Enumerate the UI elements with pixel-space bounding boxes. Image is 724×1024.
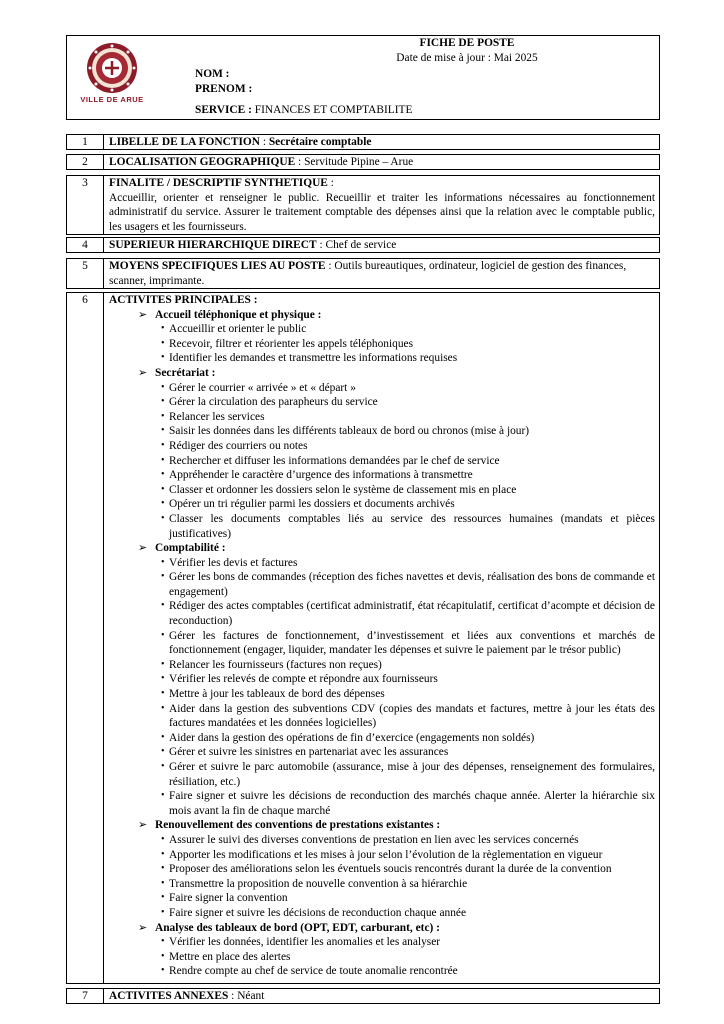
activity-item-text: Classer les documents comptables liés au service des ressources humaines (mandats et pièces justificatives)	[169, 512, 655, 540]
activity-item	[109, 950, 655, 965]
activity-item-text: Identifier les demandes et transmettre les informations requises	[169, 352, 458, 365]
service-line: SERVICE : FINANCES ET COMPTABILITE	[195, 104, 413, 116]
activity-section	[109, 818, 655, 833]
row-activites-principales	[66, 292, 660, 984]
row-label: MOYENS SPECIFIQUES LIES AU POSTE	[109, 260, 326, 272]
activity-item	[109, 891, 655, 906]
row-value: Secrétaire comptable	[268, 136, 372, 148]
bullet-icon: •	[161, 863, 165, 875]
row-number: 7	[67, 989, 104, 1003]
bullet-icon: •	[161, 761, 165, 772]
activity-item	[109, 629, 655, 658]
activity-item	[109, 906, 655, 921]
activity-section-title: Comptabilité :	[155, 542, 226, 555]
bullet-icon: •	[161, 688, 165, 700]
activity-item	[109, 410, 655, 425]
activity-item	[109, 322, 655, 337]
activity-section-title: Accueil téléphonique et physique :	[155, 308, 322, 321]
activity-section	[109, 308, 655, 323]
row-label: LOCALISATION GEOGRAPHIQUE	[109, 156, 296, 168]
arrow-bullet-icon: ➢	[138, 819, 148, 832]
bullet-icon: •	[161, 439, 165, 451]
activity-item-text: Vérifier les devis et factures	[169, 556, 298, 569]
activity-item-text: Aider dans la gestion des subventions CDV (copies des mandats et factures, mettre à jour les états des factures mandatées et les données logicielles)	[169, 702, 655, 730]
activity-item	[109, 454, 655, 469]
row-label: SUPERIEUR HIERARCHIQUE DIRECT	[109, 239, 317, 251]
row-label: ACTIVITES ANNEXES	[109, 990, 229, 1002]
row-label: ACTIVITES PRINCIPALES :	[109, 294, 258, 306]
activity-item-text: Mettre en place des alertes	[169, 950, 291, 963]
activity-item-text: Faire signer et suivre les décisions de reconduction des marchés chaque année. Alerter la hiérarchie six mois avant la fin de chaque marché	[169, 790, 655, 817]
activity-item	[109, 862, 655, 877]
activity-item-text: Saisir les données dans les différents tableaux de bord ou chronos (mise à jour)	[169, 425, 530, 438]
bullet-icon: •	[161, 746, 165, 758]
header-box	[66, 35, 660, 120]
bullet-icon: •	[161, 702, 165, 714]
activity-item-text: Gérer les factures de fonctionnement, d’investissement et liées aux conventions et marchés de fonctionnement (engager, liquider, mandater les dépenses et suivre le paiement par le trésor public)	[169, 629, 655, 657]
activity-item	[109, 381, 655, 396]
row-number: 5	[67, 259, 104, 288]
bullet-icon: •	[161, 337, 165, 349]
row-number: 2	[67, 155, 104, 169]
activity-item	[109, 687, 655, 702]
activity-item-text: Gérer et suivre le parc automobile (assurance, mise à jour des dépenses, renseignement des formulaires, résiliation, etc.)	[169, 761, 655, 788]
activity-item	[109, 512, 655, 541]
row-label: FINALITE / DESCRIPTIF SYNTHETIQUE	[109, 177, 328, 189]
bullet-icon: •	[161, 454, 165, 466]
row-value: Accueillir, orienter et renseigner le public. Recueillir et traiter les informations nécessaires au fonctionnement administratif du service. Assurer le traitement comptable des dépenses ainsi que la relation avec le comptable public, les usagers et les fournisseurs.	[109, 191, 655, 233]
bullet-icon: •	[161, 483, 165, 495]
row-localisation: 2 LOCALISATION GEOGRAPHIQUE : Servitude Pipine – Arue	[66, 154, 660, 170]
row-number: 1	[67, 135, 104, 149]
activity-item	[109, 570, 655, 599]
activity-item	[109, 483, 655, 498]
activity-item	[109, 556, 655, 571]
nom-label: NOM :	[195, 68, 230, 80]
activity-item-text: Opérer un tri régulier parmi les dossiers et documents archivés	[169, 498, 455, 511]
activity-item	[109, 351, 655, 366]
row-number: 6	[67, 293, 104, 983]
document-title: FICHE DE POSTE	[419, 37, 515, 49]
row-libelle-fonction: 1 LIBELLE DE LA FONCTION : Secrétaire comptable	[66, 134, 660, 150]
bullet-icon: •	[161, 790, 165, 802]
bullet-icon: •	[161, 410, 165, 422]
row-number: 3	[67, 176, 104, 234]
bullet-icon: •	[161, 877, 165, 889]
activity-section	[109, 541, 655, 556]
activity-item-text: Relancer les fournisseurs (factures non reçues)	[169, 658, 382, 671]
bullet-icon: •	[161, 469, 165, 481]
bullet-icon: •	[161, 600, 165, 612]
activity-item	[109, 833, 655, 848]
row-activites-annexes: 7 ACTIVITES ANNEXES : Néant	[66, 988, 660, 1004]
activity-section-title: Analyse des tableaux de bord (OPT, EDT, carburant, etc) :	[155, 921, 440, 934]
activity-item	[109, 702, 655, 731]
bullet-icon: •	[161, 906, 165, 918]
row-value: Chef de service	[325, 239, 397, 251]
prenom-label: PRENOM :	[195, 83, 253, 95]
arrow-bullet-icon: ➢	[138, 921, 148, 934]
activity-item	[109, 789, 655, 818]
bullet-icon: •	[161, 673, 165, 685]
activity-item-text: Vérifier les relevés de compte et répondre aux fournisseurs	[169, 673, 438, 686]
activity-item	[109, 424, 655, 439]
activity-item-text: Faire signer et suivre les décisions de reconduction chaque année	[169, 906, 466, 919]
activity-item-text: Rendre compte au chef de service de toute anomalie rencontrée	[169, 965, 458, 978]
activity-item-text: Recevoir, filtrer et réorienter les appels téléphoniques	[169, 337, 414, 350]
bullet-icon: •	[161, 965, 165, 977]
bullet-icon: •	[161, 396, 165, 408]
row-value: Néant	[237, 990, 265, 1002]
activity-item-text: Appréhender le caractère d’urgence des informations à transmettre	[169, 469, 473, 482]
arrow-bullet-icon: ➢	[138, 308, 148, 321]
activity-item-text: Gérer les bons de commandes (réception des fiches navettes et devis, réalisation des bons de commande et engagement)	[169, 571, 655, 598]
row-value: Servitude Pipine – Arue	[304, 156, 414, 168]
bullet-icon: •	[161, 571, 165, 583]
row-superieur: 4 SUPERIEUR HIERARCHIQUE DIRECT : Chef de service	[66, 237, 660, 253]
activity-item-text: Rédiger des actes comptables (certificat administratif, état récapitulatif, certificat d’acompte et décision de reconduction)	[169, 600, 655, 628]
activity-item	[109, 468, 655, 483]
row-label: LIBELLE DE LA FONCTION	[109, 136, 260, 148]
activity-item	[109, 745, 655, 760]
bullet-icon: •	[161, 833, 165, 845]
bullet-icon: •	[161, 848, 165, 860]
bullet-icon: •	[161, 658, 165, 670]
bullet-icon: •	[161, 892, 165, 904]
activity-item-text: Faire signer la convention	[169, 892, 288, 905]
activity-item-text: Gérer le courrier « arrivée » et « départ »	[169, 381, 356, 394]
activity-item-text: Gérer et suivre les sinistres en partenariat avec les assurances	[169, 746, 449, 759]
activity-item-text: Vérifier les données, identifier les anomalies et les analyser	[169, 936, 441, 949]
activity-item-text: Aider dans la gestion des opérations de fin d’exercice (engagements non soldés)	[169, 731, 535, 744]
activity-section-title: Renouvellement des conventions de prestations existantes :	[155, 819, 441, 832]
row-number: 4	[67, 238, 104, 252]
activities-list	[109, 308, 655, 979]
activity-item-text: Accueillir et orienter le public	[169, 323, 307, 336]
activity-item	[109, 848, 655, 863]
bullet-icon: •	[161, 731, 165, 743]
activity-item	[109, 935, 655, 950]
activity-item	[109, 337, 655, 352]
activity-item-text: Classer et ordonner les dossiers selon le système de classement mis en place	[169, 483, 517, 496]
activity-item	[109, 731, 655, 746]
activity-item	[109, 599, 655, 628]
activity-section	[109, 366, 655, 381]
activity-section	[109, 921, 655, 936]
bullet-icon: •	[161, 629, 165, 641]
activity-item	[109, 760, 655, 789]
activity-item	[109, 497, 655, 512]
activity-item	[109, 877, 655, 892]
row-finalite: 3 FINALITE / DESCRIPTIF SYNTHETIQUE : Accueillir, orienter et renseigner le public. Recueillir et traiter les informations nécessaires au fonctionnement administratif du service. Assurer le traitement comptable des dépenses ainsi que la relation avec le comptable public, les usagers et les fournisseurs.	[66, 175, 660, 235]
activity-section-title: Secrétariat :	[155, 366, 216, 379]
activity-item-text: Assurer le suivi des diverses conventions de prestation en lien avec les services concernés	[169, 833, 579, 846]
logo-text: VILLE DE ARUE	[80, 95, 144, 104]
bullet-icon: •	[161, 323, 165, 335]
activity-item-text: Mettre à jour les tableaux de bord des dépenses	[169, 688, 385, 701]
bullet-icon: •	[161, 425, 165, 437]
activity-item-text: Transmettre la proposition de nouvelle convention à sa hiérarchie	[169, 877, 468, 890]
bullet-icon: •	[161, 950, 165, 962]
activity-item	[109, 658, 655, 673]
activity-item	[109, 439, 655, 454]
activity-item-text: Apporter les modifications et les mises à jour selon l’évolution de la règlementation en vigueur	[169, 848, 603, 861]
bullet-icon: •	[161, 352, 165, 364]
activity-item	[109, 672, 655, 687]
bullet-icon: •	[161, 556, 165, 568]
bullet-icon: •	[161, 498, 165, 510]
arrow-bullet-icon: ➢	[138, 542, 148, 555]
arrow-bullet-icon: ➢	[138, 366, 148, 379]
update-date: Date de mise à jour : Mai 2025	[396, 52, 538, 64]
activity-item-text: Gérer la circulation des parapheurs du service	[169, 396, 378, 409]
activity-item-text: Rechercher et diffuser les informations demandées par le chef de service	[169, 454, 500, 467]
activity-item	[109, 964, 655, 979]
activity-item	[109, 395, 655, 410]
bullet-icon: •	[161, 512, 165, 524]
activity-item-text: Rédiger des courriers ou notes	[169, 439, 308, 452]
row-value: Outils bureautiques, ordinateur, logiciel de gestion des finances, scanner, imprimante.	[109, 260, 627, 287]
row-moyens: 5 MOYENS SPECIFIQUES LIES AU POSTE : Outils bureautiques, ordinateur, logiciel de gestion des finances, scanner, imprimante.	[66, 258, 660, 289]
activity-item-text: Relancer les services	[169, 410, 265, 423]
bullet-icon: •	[161, 381, 165, 393]
bullet-icon: •	[161, 936, 165, 948]
activity-item-text: Proposer des améliorations selon les éventuels soucis rencontrés durant la durée de la convention	[169, 863, 612, 876]
